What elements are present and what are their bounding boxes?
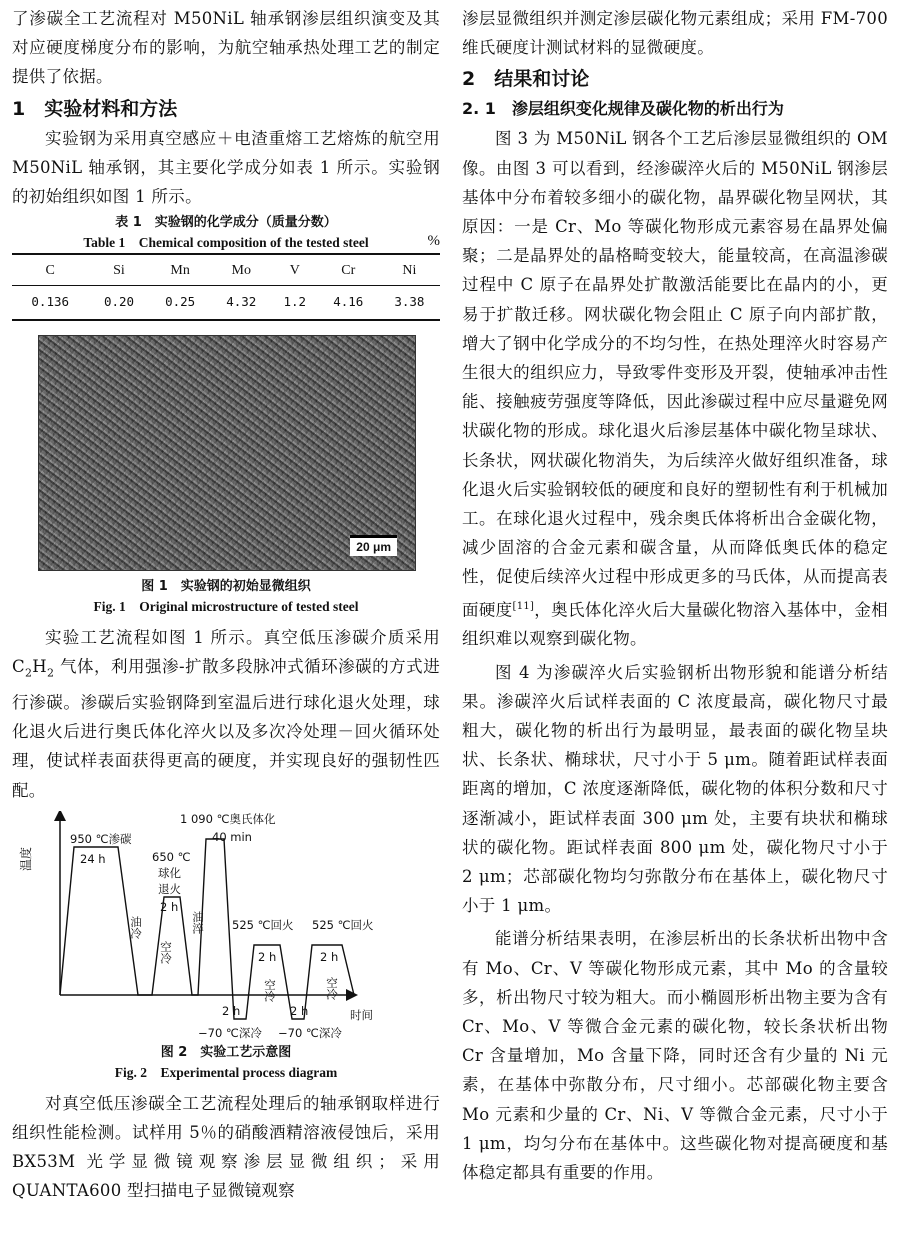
right-column (462, 0, 888, 1187)
text-run: 图 3 为 M50NiL 钢各个工艺后渗层显微组织的 OM 像。由图 3 可以看到，经渗碳淬火后的 M50NiL 钢渗层基体中分布着较多细小的碳化物，晶界碳化物呈网状，其原因：一是 Cr、Mo 等碳化物形成元素容易在晶界处偏聚；二是晶界处的晶格畸变较大，能量较高，在高温渗碳过程中 C 原子在晶界处扩散激活能要比在晶内的小，更易于扩散迁移。网状碳化物会阻止 C 原子向内部扩散，增大了钢中化学成分的不均匀性，在热处理淬火时容易产生很大的组织应力，导致零件变形及开裂，使轴承冲击性能、接触疲劳强度等降低，因此渗碳过程中应尽量避免网状碳化物的形成。球化退火后渗层基体中碳化物呈球状、长条状，网状碳化物消失，为后续淬火做好组织准备，球化退火后实验钢较低的硬度和良好的塑韧性有利于机械加工。在球化退火过程中，残余奥氏体将析出合金碳化物，减少固溶的合金元素和碳含量，从而降低奥氏体的稳定性，促使后续淬火过程中形成更多的马氏体，从而提高表面硬度 (462, 129, 888, 620)
table-header-row (12, 254, 440, 286)
intro-paragraph: 了渗碳全工艺流程对 M50NiL 轴承钢渗层组织演变及其对应硬度梯度分布的影响，为航空轴承热处理工艺的制定提供了依据。 (12, 9, 440, 87)
microstructure-image (38, 335, 416, 571)
figure-2-process-diagram (12, 811, 440, 1041)
table-cell: 4.16 (318, 286, 379, 321)
table-cell: 4.32 (211, 286, 272, 321)
carburize-time: 24 h (80, 851, 106, 866)
subscript: 2 (24, 666, 33, 680)
oil-cool-1 (120, 915, 143, 940)
temper-2-label: 525 ℃回火 (312, 917, 374, 932)
oil-cool-1-text: 油冷 (120, 915, 143, 930)
text-run: ，奥氏体化淬火后大量碳化物溶入基体中，金相组织难以观察到碳化物。 (462, 600, 888, 649)
temper-1-label: 525 ℃回火 (232, 917, 294, 932)
materials-paragraph: 实验钢为采用真空感应＋电渣重熔工艺熔炼的航空用 M50NiL 轴承钢，其主要化学成分如表 1 所示。实验钢的初始组织如图 1 所示。 (12, 128, 440, 207)
table-1-caption-en: Table 1 Chemical composition of the tested steel (83, 235, 369, 251)
table-header-cell: Si (88, 254, 149, 286)
figure-1-caption-en: Fig. 1 Original microstructure of tested steel (93, 599, 359, 615)
table-header-cell: V (272, 254, 318, 286)
section-2-title: 2 结果和讨论 (462, 68, 590, 91)
table-cell: 0.25 (150, 286, 211, 321)
results-paragraph-3: 能谱分析结果表明，在渗层析出的长条状析出物中含有 Mo、Cr、V 等碳化物形成元素，其中 Mo 的含量较多，析出物尺寸较为粗大。而小椭圆形析出物主要为含有 Cr、Mo、V 等微合金元素的碳化物，较长条状析出物 Cr 含量增加，Mo 含量下降，同时还含有少量的 Ni 元素，在基体中弥散分布，尺寸细小。芯部碳化物主要含 Mo 元素和少量的 Cr、Ni、V 等微合金元素，尺寸小于1 μm，均匀分布在基体中。这些碳化物对提高硬度和基体稳定都具有重要的作用。 (462, 929, 888, 1183)
process-paragraph (12, 623, 440, 805)
carburize-label: 950 ℃渗碳 (70, 831, 132, 846)
text-run: H (32, 657, 47, 677)
table-1-caption-cn: 表 1 实验钢的化学成分（质量分数） (115, 215, 337, 231)
table-row (12, 286, 440, 321)
deep-cryo-2-time: 2 h (290, 1003, 309, 1018)
scale-bar: 20 μm (350, 535, 397, 556)
deep-cryo-2-label: −70 ℃深冷 (278, 1025, 342, 1040)
table-header-cell: Mo (211, 254, 272, 286)
anneal-time: 2 h (160, 899, 179, 914)
figure-2-caption-cn: 图 2 实验工艺示意图 (160, 1044, 292, 1060)
figure-2-caption-en: Fig. 2 Experimental process diagram (114, 1064, 338, 1080)
anneal-name-1: 球化 (158, 865, 181, 880)
table-header-cell: Cr (318, 254, 379, 286)
subscript: 2 (46, 666, 55, 680)
section-1-title: 1 实验材料和方法 (12, 97, 178, 120)
continued-paragraph: 渗层显微组织并测定渗层碳化物元素组成；采用 FM-700 维氏硬度计测试材料的显微硬度。 (462, 9, 888, 58)
table-cell: 0.136 (12, 286, 88, 321)
table-1 (12, 213, 440, 321)
table-cell: 0.20 (88, 286, 149, 321)
citation-ref: [11] (512, 600, 535, 612)
temper-1-time: 2 h (258, 949, 277, 964)
figure-1-caption-cn: 图 1 实验钢的初始显微组织 (141, 579, 311, 595)
anneal-name-2: 退火 (158, 881, 181, 896)
text-run: 气体，利用强渗-扩散多段脉冲式循环渗碳的方式进行渗碳。渗碳后实验钢降到室温后进行球化退火处理，球化退火后进行奥氏体化淬火以及多次冷处理－回火循环处理，使试样表面获得更高的硬度，并实现良好的强韧性匹配。 (12, 657, 440, 800)
table-cell: 1.2 (272, 286, 318, 321)
deep-cryo-1-time: 2 h (222, 1003, 241, 1018)
process-curve (60, 839, 354, 1019)
oil-quench: 油淬 (191, 910, 205, 934)
chemical-composition-table (12, 253, 440, 321)
table-header-cell: Mn (150, 254, 211, 286)
austenitize-time: 40 min (212, 829, 252, 844)
air-cool-2: 空冷 (263, 978, 277, 1002)
table-header-cell: Ni (379, 254, 440, 286)
anneal-temp: 650 ℃ (152, 849, 191, 864)
air-cool-1: 空冷 (159, 940, 173, 964)
text-run: 实验工艺流程如图 1 所示。真空低压渗碳介质采用 C (12, 628, 440, 677)
process-diagram-svg (12, 811, 440, 1041)
results-paragraph-1 (462, 124, 888, 653)
austenitize-label: 1 090 ℃奥氏体化 (180, 811, 276, 826)
testing-paragraph: 对真空低压渗碳全工艺流程处理后的轴承钢取样进行组织性能检测。试样用 5％的硝酸酒精溶液侵蚀后，采用 BX53M 光学显微镜观察渗层显微组织；采用 QUANTA600 型扫描电子显微镜观察 (12, 1093, 440, 1201)
x-axis-label: 时间 (350, 1007, 373, 1022)
y-axis-label: 温度 (19, 846, 33, 871)
deep-cryo-1-label: −70 ℃深冷 (198, 1025, 262, 1040)
table-1-unit: % (427, 233, 440, 250)
table-header-cell: C (12, 254, 88, 286)
left-column (12, 0, 440, 1206)
table-cell: 3.38 (379, 286, 440, 321)
figure-1 (12, 335, 440, 617)
section-2-1-title: 2. 1 渗层组织变化规律及碳化物的析出行为 (462, 99, 784, 119)
results-paragraph-2: 图 4 为渗碳淬火后实验钢析出物形貌和能谱分析结果。渗碳淬火后试样表面的 C 浓度最高，碳化物尺寸最粗大，碳化物的析出行为最明显，最表面的碳化物呈块状、长条状、椭球状，尺寸小于 5 μm。随着距试样表面距离的增加，C 浓度逐渐降低，碳化物的体积分数和尺寸逐渐减小，距试样表面 300 μm 处，主要有块状和椭球状的碳化物。距试样表面 800 μm 处，碳化物尺寸小于 2 μm；芯部碳化物均匀弥散分布在基体上，碳化物尺寸小于 1 μm。 (462, 662, 888, 916)
temper-2-time: 2 h (320, 949, 339, 964)
air-cool-3: 空冷 (325, 976, 339, 1000)
